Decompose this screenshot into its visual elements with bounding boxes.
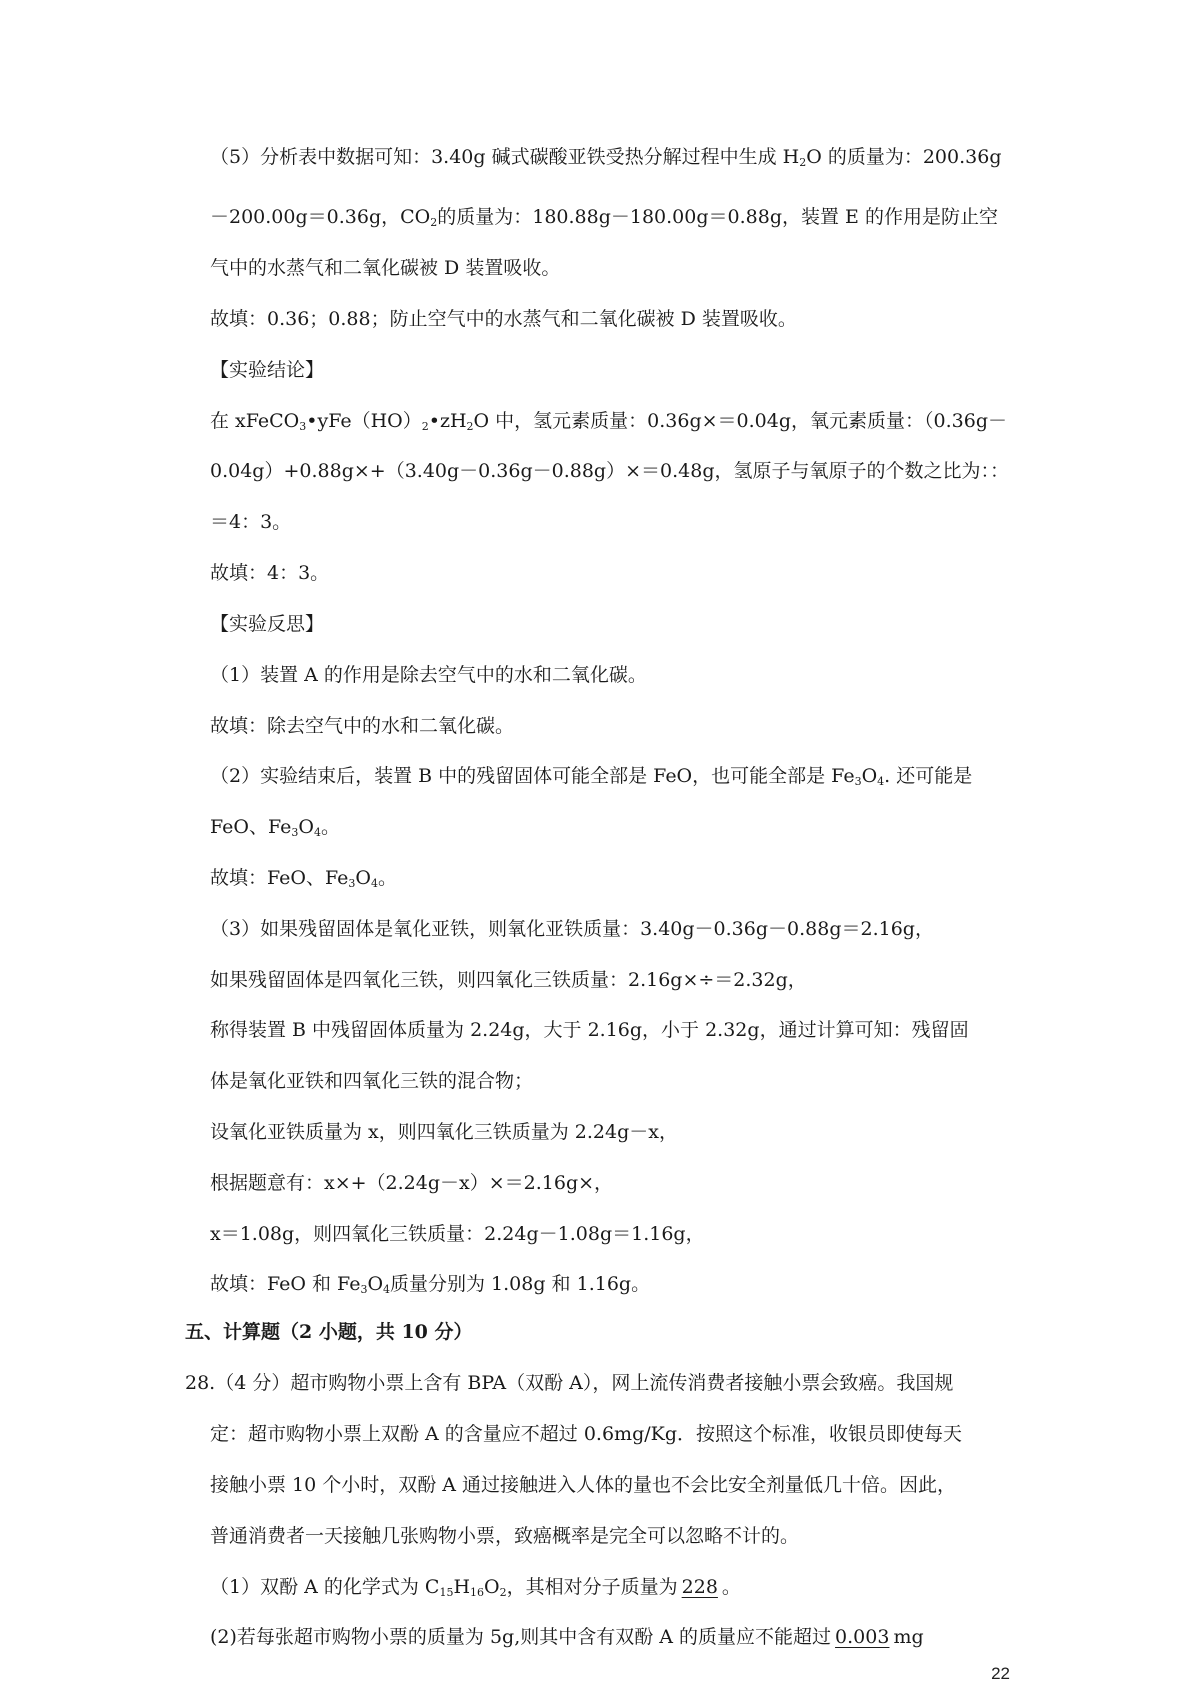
text-line: （5）分析表中数据可知：3.40g 碱式碳酸亚铁受热分解过程中生成 $H_2O$ 的质量为：200.36g [210,146,1002,169]
text-line: 设氧化亚铁质量为 x，则四氧化三铁质量为 2.24g－x， [210,1121,678,1143]
answer-blank: 0.003 [835,1626,890,1648]
answer-line: 故填：FeO、$Fe_3O_4$。 [210,867,397,890]
text-line: 称得装置 B 中残留固体质量为 2.24g，大于 2.16g，小于 2.32g，通过计算可知：残留固 [210,1019,969,1041]
text-line: （3）如果残留固体是氧化亚铁，则氧化亚铁质量：3.40g－0.36g－0.88g＝2.16g， [210,918,934,940]
section-heading: 【实验结论】 [210,359,325,381]
text-line: 根据题意有：x×+（2.24g－x）×＝2.16g×， [210,1172,614,1194]
answer-line: 故填：4：3。 [210,562,330,584]
answer-line: 故填：0.36；0.88；防止空气中的水蒸气和二氧化碳被 D 装置吸收。 [210,308,797,330]
text-line: ＝4：3。 [210,511,292,533]
text-line: 气中的水蒸气和二氧化碳被 D 装置吸收。 [210,257,561,279]
section-heading: 【实验反思】 [210,613,325,635]
question-line: 普通消费者一天接触几张购物小票，致癌概率是完全可以忽略不计的。 [210,1525,800,1547]
text-line: 在 $xFeCO_3•yFe(HO)_2•zH_2O$ 中，氢元素质量：0.36g×＝0.04g，氧元素质量：（0.36g－ [210,410,1007,433]
text-line: FeO、$Fe_3O_4$。 [210,816,340,839]
text-line: （2）实验结束后，装置 B 中的残留固体可能全部是 FeO，也可能全部是 $Fe_3O_4$. 还可能是 [210,765,973,788]
text-line: 0.04g）+0.88g×+（3.40g－0.36g－0.88g）×＝0.48g，氢原子与氧原子的个数之比为：： [210,460,1009,482]
section-title: 五、计算题（2 小题，共 10 分） [185,1321,473,1343]
page-number: 22 [991,1664,1010,1683]
answer-line: 故填：除去空气中的水和二氧化碳。 [210,715,515,737]
text-line: 如果残留固体是四氧化三铁，则四氧化三铁质量：2.16g×÷＝2.32g， [210,969,807,991]
question-line: 接触小票 10 个小时，双酚 A 通过接触进入人体的量也不会比安全剂量低几十倍。因此， [210,1474,957,1496]
text-line: －200.00g＝0.36g，$CO_2$的质量为：180.88g－180.00g＝0.88g，装置 E 的作用是防止空 [210,206,998,229]
question-line: 28.（4 分）超市购物小票上含有 BPA（双酚 A），网上流传消费者接触小票会致癌。我国规 [185,1372,954,1394]
answer-line: 故填：FeO 和 $Fe_3O_4$质量分别为 1.08g 和 1.16g。 [210,1273,651,1296]
text-line: 体是氧化亚铁和四氧化三铁的混合物； [210,1070,534,1092]
answer-blank: 228 [681,1576,718,1598]
question-line: (2)若每张超市购物小票的质量为 5g,则其中含有双酚 A 的质量应不能超过 0.003 mg [210,1622,924,1652]
question-line: 定：超市购物小票上双酚 A 的含量应不超过 0.6mg/Kg．按照这个标准，收银员即使每天 [210,1423,962,1445]
text-line: （1）装置 A 的作用是除去空气中的水和二氧化碳。 [210,664,647,686]
question-line: （1）双酚 A 的化学式为 $C_{15}H_{16}O_2$，其相对分子质量为 228 。 [210,1572,741,1602]
text-line: x＝1.08g，则四氧化三铁质量：2.24g－1.08g＝1.16g， [210,1223,705,1245]
